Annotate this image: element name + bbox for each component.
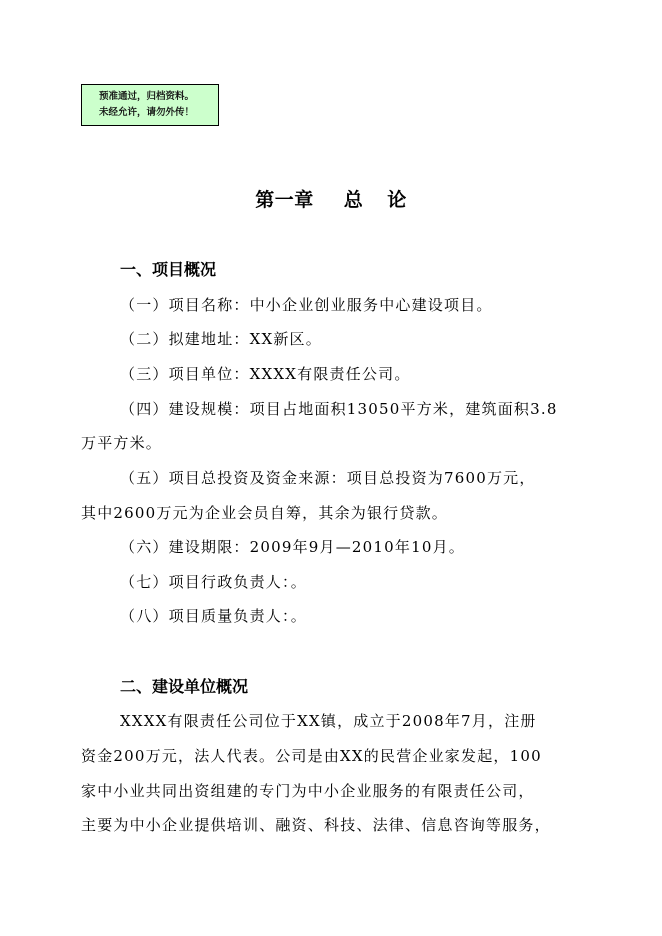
section-heading-project-overview: 一、项目概况	[120, 260, 217, 279]
project-item-unit: （三）项目单位：XXXX有限责任公司。	[120, 365, 411, 383]
project-item-quality-lead: （八）项目质量负责人：。	[120, 607, 307, 625]
builder-paragraph-line-4: 主要为中小企业提供培训、融资、科技、法律、信息咨询等服务，	[81, 816, 551, 834]
builder-paragraph-line-3: 家中小业共同出资组建的专门为中小企业服务的有限责任公司，	[81, 782, 535, 800]
project-item-name: （一）项目名称：中小企业创业服务中心建设项目。	[120, 296, 493, 314]
notice-line-1: 预准通过，归档资料。	[99, 91, 195, 102]
chapter-prefix: 第一章	[255, 189, 314, 211]
notice-line-2: 未经允许，请勿外传！	[99, 107, 195, 118]
project-item-investment: （五）项目总投资及资金来源：项目总投资为7600万元，	[120, 469, 536, 487]
project-item-admin-lead: （七）项目行政负责人：。	[120, 573, 307, 591]
chapter-word-2: 论	[387, 189, 407, 211]
builder-paragraph-line-2: 资金200万元，法人代表。公司是由XX的民营企业家发起，100	[81, 747, 542, 765]
archive-notice-box	[81, 84, 219, 126]
builder-paragraph-line-1: XXXX有限责任公司位于XX镇，成立于2008年7月，注册	[120, 712, 537, 730]
chapter-word-1: 总	[343, 189, 364, 211]
chapter-title	[0, 186, 662, 214]
project-item-scale: （四）建设规模：项目占地面积13050平方米，建筑面积3.8	[120, 400, 558, 418]
project-item-scale-cont: 万平方米。	[81, 434, 163, 452]
section-heading-builder-overview: 二、建设单位概况	[120, 677, 249, 696]
project-item-period: （六）建设期限：2009年9月—2010年10月。	[120, 538, 465, 556]
project-item-investment-cont: 其中2600万元为企业会员自筹，其余为银行贷款。	[81, 504, 448, 522]
project-item-address: （二）拟建地址：XX新区。	[120, 330, 322, 348]
